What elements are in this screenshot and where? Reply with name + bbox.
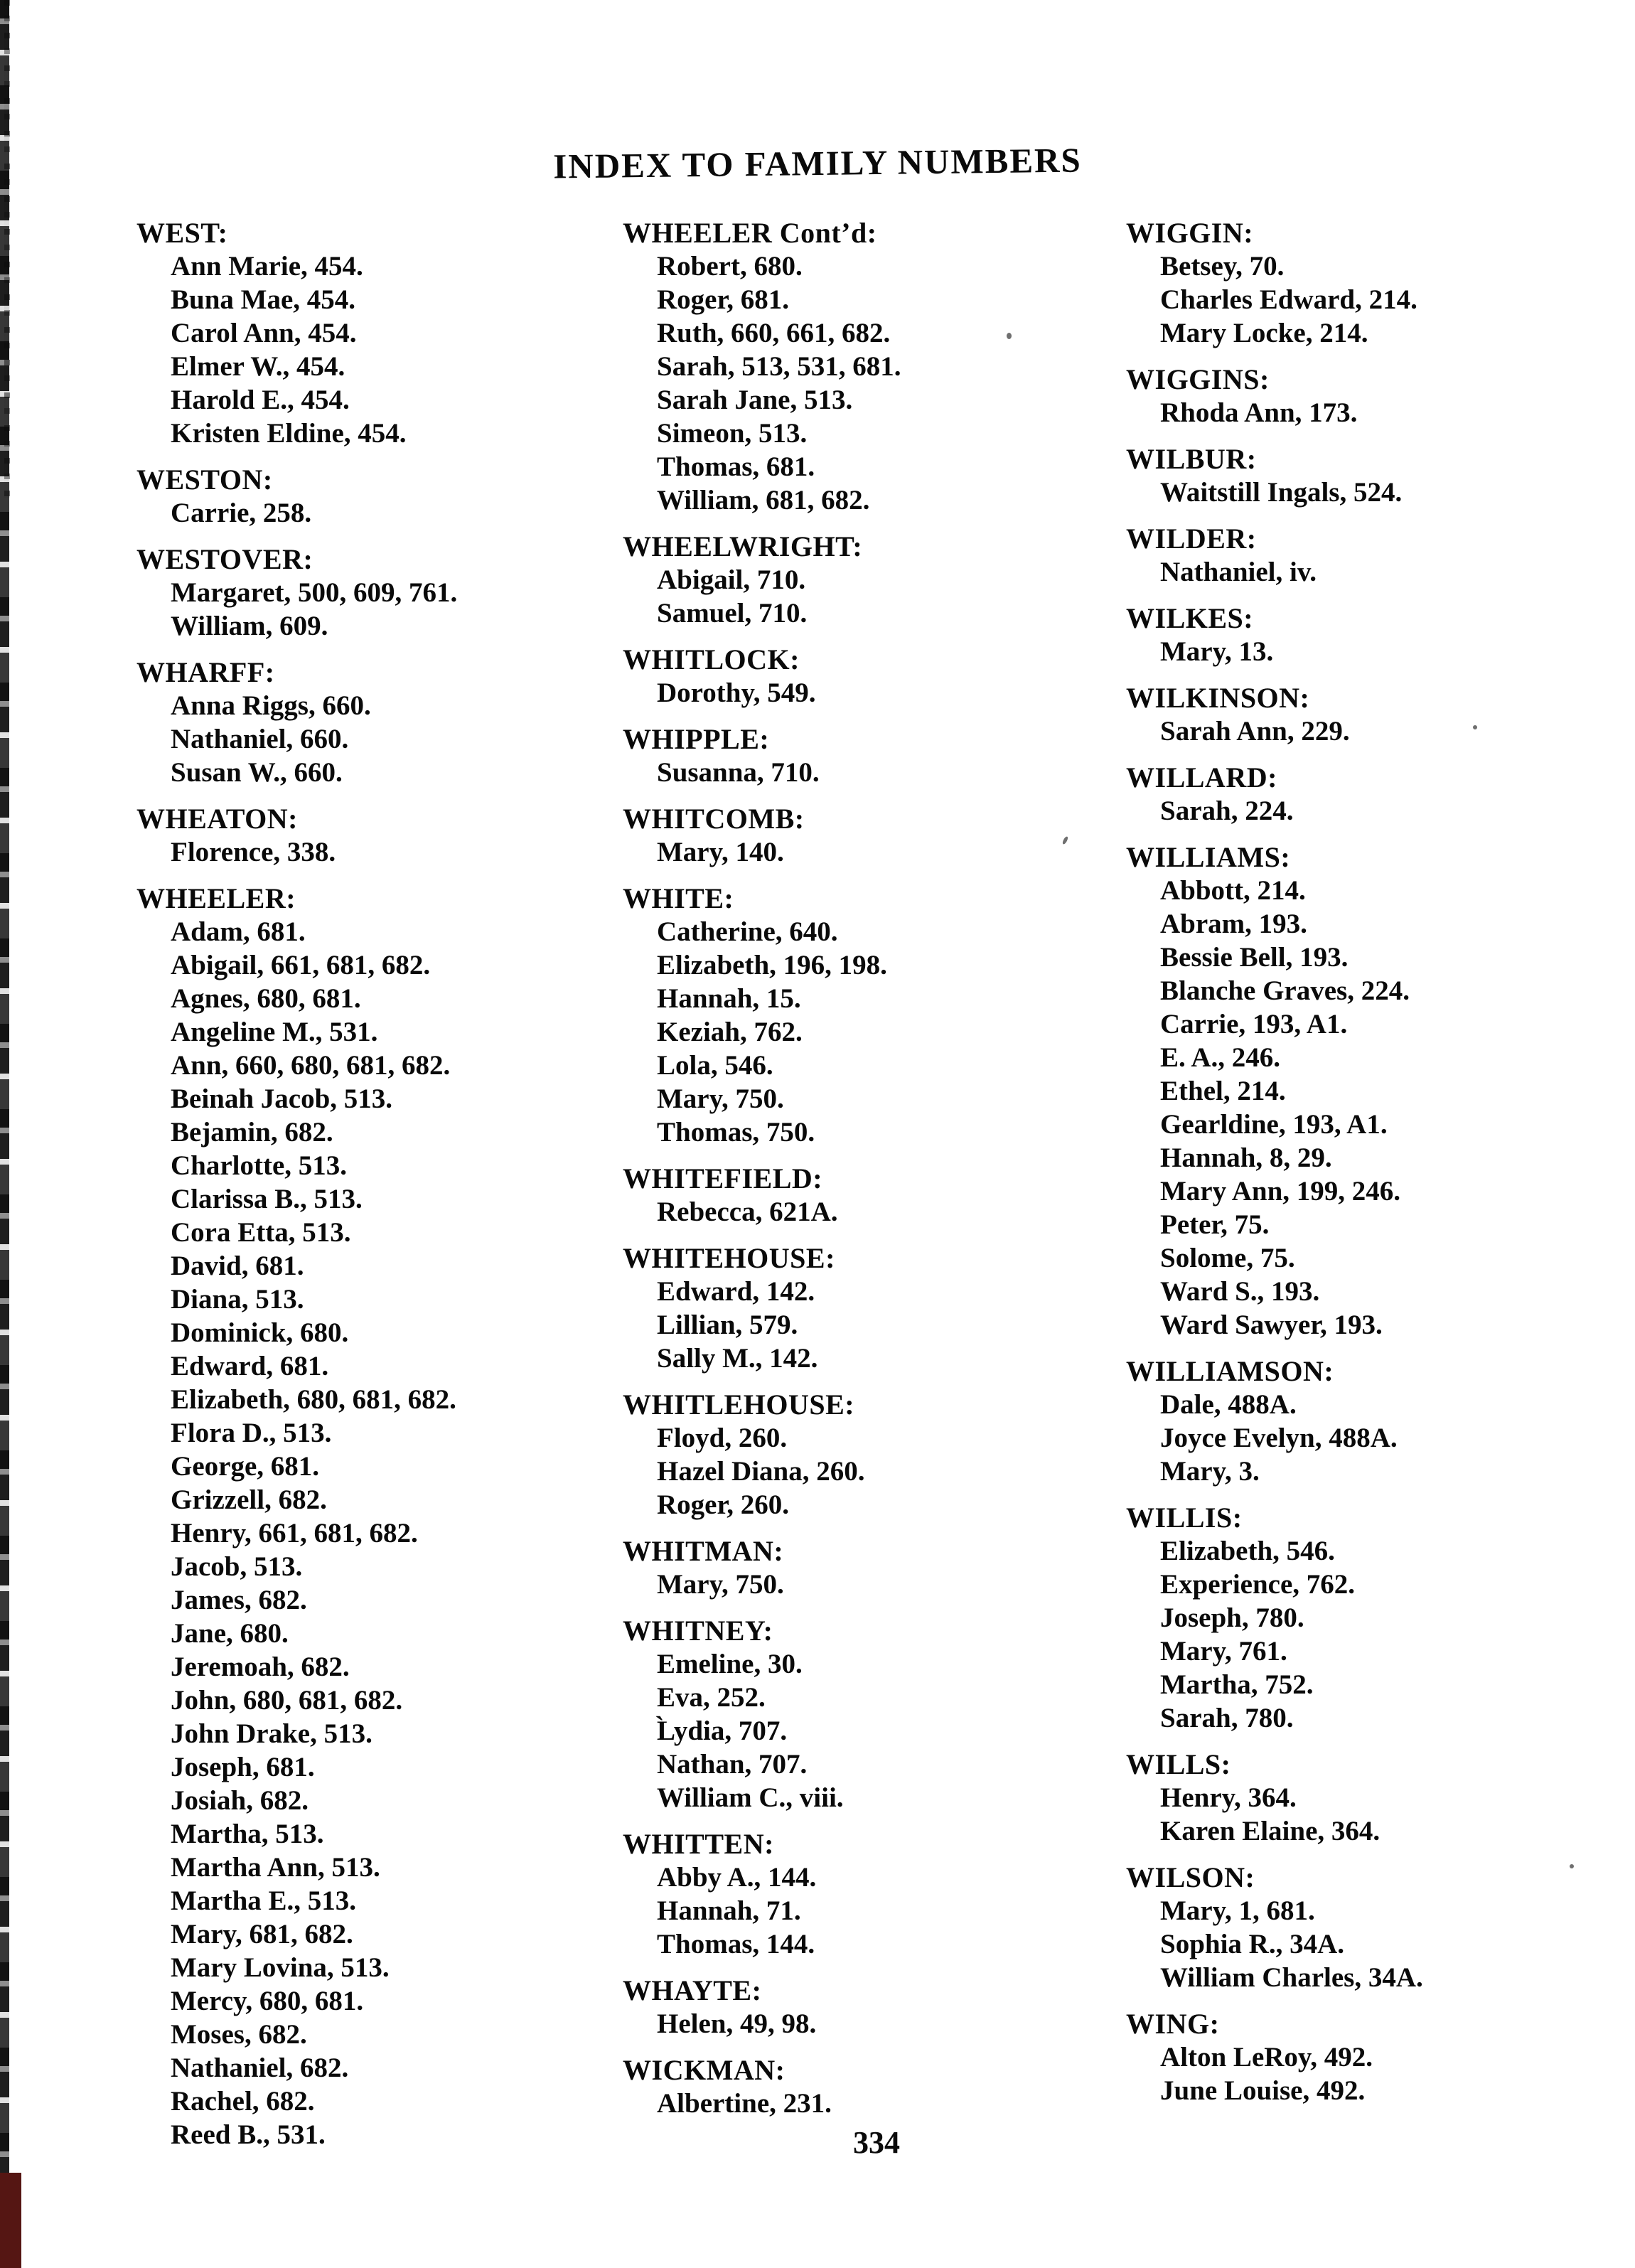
index-entry: Martha Ann, 513. (171, 1852, 380, 1883)
index-entry: Mercy, 680, 681. (171, 1986, 364, 2016)
family-group (1126, 1354, 1595, 1488)
index-entry: Angeline M., 531. (171, 1017, 378, 1047)
index-entry: Elizabeth, 546. (1160, 1536, 1335, 1566)
index-entry: Simeon, 513. (657, 418, 808, 449)
family-group (623, 1974, 1092, 2040)
family-group (136, 802, 606, 869)
index-entry: Susanna, 710. (657, 757, 820, 788)
index-entry: Elizabeth, 680, 681, 682. (171, 1384, 456, 1415)
surname-header: WESTON: (136, 464, 273, 496)
family-group (1126, 761, 1595, 828)
surname-header: WHEATON: (136, 803, 298, 835)
family-group (136, 882, 606, 2151)
family-group (136, 216, 606, 450)
index-entry: Diana, 513. (171, 1284, 304, 1315)
index-entry: Anna Riggs, 660. (171, 690, 371, 721)
index-entry: Sarah, 513, 531, 681. (657, 351, 901, 382)
surname-header: WILKES: (1126, 602, 1254, 634)
surname-header: WHARFF: (136, 656, 275, 688)
index-entry: Clarissa B., 513. (171, 1184, 363, 1214)
index-entry: Rachel, 682. (171, 2086, 315, 2117)
index-entry: Buna Mae, 454. (171, 284, 356, 315)
index-entry: Thomas, 750. (657, 1117, 815, 1148)
index-entry: Martha E., 513. (171, 1885, 357, 1916)
index-entry: George, 681. (171, 1451, 320, 1482)
surname-header: WHIPPLE: (623, 723, 770, 755)
index-entry: Henry, 364. (1160, 1782, 1297, 1813)
index-entry: Charlotte, 513. (171, 1150, 348, 1181)
surname-header: WHITNEY: (623, 1615, 773, 1647)
index-entry: Joyce Evelyn, 488A. (1160, 1423, 1398, 1453)
index-entry: Cora Etta, 513. (171, 1217, 351, 1248)
index-entry: Samuel, 710. (657, 598, 808, 628)
index-entry: Dorothy, 549. (657, 678, 816, 708)
index-entry: Nathan, 707. (657, 1749, 808, 1780)
surname-header: WHITEHOUSE: (623, 1242, 835, 1274)
family-group (623, 1534, 1092, 1601)
index-entry: Keziah, 762. (657, 1017, 803, 1047)
index-entry: Mary Locke, 214. (1160, 318, 1368, 348)
family-group (1126, 363, 1595, 429)
index-entry: Reed B., 531. (171, 2119, 326, 2150)
family-group (1126, 840, 1595, 1342)
surname-header: WHITLEHOUSE: (623, 1389, 855, 1421)
index-entry: Albertine, 231. (657, 2088, 832, 2119)
index-entry: Elizabeth, 196, 198. (657, 950, 887, 980)
index-entry: Henry, 661, 681, 682. (171, 1518, 418, 1548)
index-entry: William, 609. (171, 611, 328, 641)
index-entry: Ward Sawyer, 193. (1160, 1310, 1383, 1340)
index-entry: Emeline, 30. (657, 1649, 803, 1679)
surname-header: WHEELWRIGHT: (623, 530, 863, 562)
index-entry: Mary, 3. (1160, 1456, 1260, 1487)
index-entry: Edward, 142. (657, 1276, 815, 1307)
surname-header: WIGGIN: (1126, 217, 1254, 249)
family-group (136, 542, 606, 643)
family-group (1126, 681, 1595, 748)
index-entry: Hannah, 71. (657, 1895, 801, 1926)
index-entry: Lola, 546. (657, 1050, 773, 1081)
index-entry: Eva, 252. (657, 1682, 766, 1713)
index-entry: Mary, 761. (1160, 1636, 1287, 1667)
index-entry: E. A., 246. (1160, 1042, 1281, 1073)
index-entry: Nathaniel, 682. (171, 2053, 349, 2083)
index-entry: Ethel, 214. (1160, 1076, 1286, 1106)
index-entry: Jacob, 513. (171, 1551, 303, 1582)
index-entry: Gearldine, 193, A1. (1160, 1109, 1388, 1140)
family-group (623, 643, 1092, 710)
surname-header: WILLIAMS: (1126, 841, 1291, 873)
index-entry: Bejamin, 682. (171, 1117, 333, 1148)
index-entry: Carrie, 193, A1. (1160, 1009, 1348, 1039)
index-entry: Mary Ann, 199, 246. (1160, 1176, 1401, 1207)
index-entry: Beinah Jacob, 513. (171, 1084, 393, 1114)
index-entry: James, 682. (171, 1585, 307, 1615)
surname-header: WESTOVER: (136, 543, 313, 575)
index-entry: William Charles, 34A. (1160, 1962, 1423, 1993)
index-entry: Sally M., 142. (657, 1343, 818, 1374)
index-entry: Susan W., 660. (171, 757, 343, 788)
index-entry: Solome, 75. (1160, 1243, 1295, 1273)
surname-header: WEST: (136, 217, 228, 249)
family-group (1126, 601, 1595, 668)
surname-header: WILBUR: (1126, 443, 1257, 475)
index-entry: William C., viii. (657, 1782, 844, 1813)
index-entry: Sarah Ann, 229. (1160, 716, 1350, 747)
index-entry: Waitstill Ingals, 524. (1160, 477, 1403, 508)
family-group (623, 882, 1092, 1149)
index-entry: Hazel Diana, 260. (657, 1456, 865, 1487)
index-entry: Mary, 750. (657, 1569, 784, 1600)
index-entry: Ruth, 660, 661, 682. (657, 318, 891, 348)
index-entry: Rhoda Ann, 173. (1160, 397, 1358, 428)
index-entry: Hannah, 15. (657, 983, 801, 1014)
surname-header: WILLIS: (1126, 1502, 1243, 1534)
index-entry: Kristen Eldine, 454. (171, 418, 407, 449)
index-column-1 (136, 216, 606, 2164)
family-group (623, 1241, 1092, 1375)
surname-header: WILKINSON: (1126, 682, 1310, 714)
index-entry: Edward, 681. (171, 1351, 329, 1381)
surname-header: WHITMAN: (623, 1535, 784, 1567)
index-entry: Abby A., 144. (657, 1862, 817, 1893)
index-entry: Nathaniel, iv. (1160, 557, 1317, 587)
family-group (136, 656, 606, 789)
index-entry: Mary, 1, 681. (1160, 1895, 1315, 1926)
index-entry: Blanche Graves, 224. (1160, 975, 1410, 1006)
family-group (1126, 1748, 1595, 1848)
surname-header: WILSON: (1126, 1861, 1255, 1893)
index-entry: Bessie Bell, 193. (1160, 942, 1349, 973)
index-entry: John Drake, 513. (171, 1718, 372, 1749)
index-entry: Rebecca, 621A. (657, 1197, 838, 1227)
family-group (623, 216, 1092, 517)
index-entry: Harold E., 454. (171, 385, 350, 415)
index-entry: Catherine, 640. (657, 916, 838, 947)
surname-header: WILLIAMSON: (1126, 1355, 1334, 1387)
surname-header: WHITLOCK: (623, 643, 800, 675)
index-entry: Mary, 13. (1160, 636, 1274, 667)
index-column-3 (1126, 216, 1595, 2120)
index-entry: Sarah Jane, 513. (657, 385, 853, 415)
family-group (1126, 522, 1595, 589)
index-entry: Moses, 682. (171, 2019, 307, 2050)
index-entry: Carrie, 258. (171, 498, 312, 528)
index-entry: Mary, 140. (657, 837, 784, 867)
index-entry: L̀ydia, 707. (657, 1716, 788, 1746)
family-group (1126, 2007, 1595, 2107)
index-entry: Roger, 260. (657, 1489, 789, 1520)
surname-header: WING: (1126, 2008, 1220, 2040)
family-group (623, 1614, 1092, 1814)
index-entry: Florence, 338. (171, 837, 336, 867)
index-entry: Hannah, 8, 29. (1160, 1143, 1332, 1173)
index-entry: Sophia R., 34A. (1160, 1929, 1344, 1959)
index-entry: Nathaniel, 660. (171, 724, 349, 754)
index-entry: Abbott, 214. (1160, 875, 1306, 906)
index-entry: Grizzell, 682. (171, 1485, 327, 1515)
index-entry: Charles Edward, 214. (1160, 284, 1417, 315)
index-entry: David, 681. (171, 1251, 304, 1281)
index-entry: Elmer W., 454. (171, 351, 345, 382)
index-entry: Joseph, 681. (171, 1752, 315, 1782)
surname-header: WICKMAN: (623, 2054, 786, 2086)
index-entry: Helen, 49, 98. (657, 2008, 817, 2039)
family-group (623, 802, 1092, 869)
index-entry: Lillian, 579. (657, 1310, 798, 1340)
index-entry: Sarah, 780. (1160, 1703, 1294, 1733)
index-entry: Flora D., 513. (171, 1418, 332, 1448)
page-title: INDEX TO FAMILY NUMBERS (552, 140, 1083, 186)
index-entry: Mary, 681, 682. (171, 1919, 353, 1949)
index-entry: Roger, 681. (657, 284, 789, 315)
index-entry: Karen Elaine, 364. (1160, 1816, 1381, 1846)
index-entry: Martha, 513. (171, 1819, 324, 1849)
family-group (623, 722, 1092, 789)
index-entry: Robert, 680. (657, 251, 803, 282)
family-group (623, 530, 1092, 630)
index-entry: Martha, 752. (1160, 1669, 1314, 1700)
index-entry: Agnes, 680, 681. (171, 983, 361, 1014)
index-entry: Floyd, 260. (657, 1423, 788, 1453)
family-group (623, 2053, 1092, 2120)
scan-corner-artifact (0, 2173, 21, 2268)
index-entry: Ward S., 193. (1160, 1276, 1320, 1307)
surname-header: WHEELER Cont’d: (623, 217, 877, 249)
index-entry: Peter, 75. (1160, 1209, 1270, 1240)
surname-header: WHITCOMB: (623, 803, 805, 835)
index-entry: Experience, 762. (1160, 1569, 1356, 1600)
index-entry: Dale, 488A. (1160, 1389, 1297, 1420)
index-column-2 (623, 216, 1092, 2133)
index-entry: Margaret, 500, 609, 761. (171, 577, 458, 608)
family-group (623, 1827, 1092, 1961)
surname-header: WHEELER: (136, 882, 296, 914)
index-entry: June Louise, 492. (1160, 2075, 1366, 2106)
surname-header: WILLARD: (1126, 761, 1277, 793)
surname-header: WILDER: (1126, 523, 1257, 555)
family-group (1126, 216, 1595, 350)
index-entry: Dominick, 680. (171, 1317, 349, 1348)
family-group (623, 1162, 1092, 1229)
index-entry: Jeremoah, 682. (171, 1652, 350, 1682)
index-entry: Abram, 193. (1160, 909, 1307, 939)
index-entry: John, 680, 681, 682. (171, 1685, 403, 1716)
family-group (623, 1388, 1092, 1521)
index-entry: William, 681, 682. (657, 485, 870, 515)
surname-header: WHITTEN: (623, 1828, 774, 1860)
index-entry: Jane, 680. (171, 1618, 289, 1649)
surname-header: WIGGINS: (1126, 363, 1270, 395)
index-entry: Betsey, 70. (1160, 251, 1285, 282)
surname-header: WHITEFIELD: (623, 1162, 823, 1194)
scan-edge-artifact-top (4, 0, 10, 498)
index-entry: Abigail, 661, 681, 682. (171, 950, 431, 980)
family-group (136, 463, 606, 530)
index-entry: Carol Ann, 454. (171, 318, 357, 348)
index-entry: Thomas, 681. (657, 451, 815, 482)
surname-header: WILLS: (1126, 1748, 1231, 1780)
surname-header: WHITE: (623, 882, 734, 914)
index-entry: Mary Lovina, 513. (171, 1952, 390, 1983)
index-entry: Abigail, 710. (657, 565, 806, 595)
index-entry: Mary, 750. (657, 1084, 784, 1114)
family-group (1126, 442, 1595, 509)
family-group (1126, 1861, 1595, 1994)
page-number: 334 (853, 2125, 900, 2160)
surname-header: WHAYTE: (623, 1974, 762, 2006)
index-entry: Alton LeRoy, 492. (1160, 2042, 1373, 2072)
index-entry: Josiah, 682. (171, 1785, 309, 1816)
index-entry: Thomas, 144. (657, 1929, 815, 1959)
index-entry: Adam, 681. (171, 916, 306, 947)
index-entry: Ann, 660, 680, 681, 682. (171, 1050, 451, 1081)
index-entry: Sarah, 224. (1160, 796, 1294, 826)
family-group (1126, 1501, 1595, 1735)
index-entry: Ann Marie, 454. (171, 251, 363, 282)
index-entry: Joseph, 780. (1160, 1603, 1304, 1633)
